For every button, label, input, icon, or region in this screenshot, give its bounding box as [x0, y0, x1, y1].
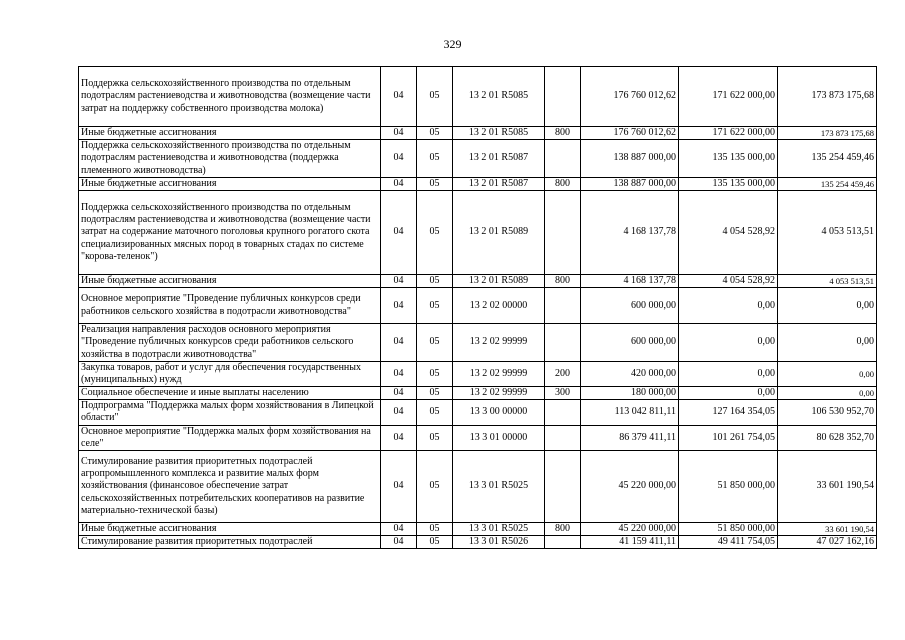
row-name-cell: Основное мероприятие "Поддержка малых форм хозяйствования на селе" — [79, 425, 381, 450]
row-subsection-cell: 05 — [417, 274, 453, 287]
row-amount-1-cell: 180 000,00 — [581, 387, 679, 400]
row-expense-type-cell: 800 — [545, 127, 581, 140]
row-expense-type-cell: 800 — [545, 177, 581, 190]
row-amount-1-cell: 600 000,00 — [581, 324, 679, 362]
row-amount-3-cell: 0,00 — [778, 324, 877, 362]
row-section-cell: 04 — [381, 400, 417, 425]
row-section-cell: 04 — [381, 177, 417, 190]
row-amount-3-cell: 173 873 175,68 — [778, 127, 877, 140]
row-amount-1-cell: 45 220 000,00 — [581, 451, 679, 523]
row-amount-3-cell: 0,00 — [778, 387, 877, 400]
row-section-cell: 04 — [381, 274, 417, 287]
row-amount-1-cell: 600 000,00 — [581, 288, 679, 324]
row-expense-type-cell — [545, 536, 581, 549]
row-amount-3-cell: 0,00 — [778, 361, 877, 386]
row-amount-1-cell: 420 000,00 — [581, 361, 679, 386]
row-target-article-cell: 13 2 02 99999 — [453, 361, 545, 386]
row-expense-type-cell — [545, 324, 581, 362]
row-amount-1-cell: 138 887 000,00 — [581, 140, 679, 178]
row-section-cell: 04 — [381, 324, 417, 362]
table-row — [79, 523, 877, 536]
row-amount-1-cell: 4 168 137,78 — [581, 190, 679, 274]
row-name-cell: Поддержка сельскохозяйственного производства по отдельным подотраслям растениеводства и животноводства (возмещение части затрат на содержание маточного поголовья крупного рогатого скота специализированных мясных пород в товарных стадах по системе "корова-теленок") — [79, 190, 381, 274]
row-amount-2-cell: 49 411 754,05 — [679, 536, 778, 549]
table-row — [79, 536, 877, 549]
row-name-cell: Иные бюджетные ассигнования — [79, 523, 381, 536]
row-name-cell: Иные бюджетные ассигнования — [79, 274, 381, 287]
row-name-cell: Социальное обеспечение и иные выплаты населению — [79, 387, 381, 400]
row-section-cell: 04 — [381, 288, 417, 324]
row-subsection-cell: 05 — [417, 400, 453, 425]
row-target-article-cell: 13 2 01 R5087 — [453, 140, 545, 178]
row-target-article-cell: 13 3 01 00000 — [453, 425, 545, 450]
row-subsection-cell: 05 — [417, 67, 453, 127]
row-amount-2-cell: 135 135 000,00 — [679, 140, 778, 178]
row-amount-2-cell: 127 164 354,05 — [679, 400, 778, 425]
row-amount-1-cell: 113 042 811,11 — [581, 400, 679, 425]
row-amount-1-cell: 86 379 411,11 — [581, 425, 679, 450]
page-number: 329 — [443, 37, 462, 51]
row-amount-2-cell: 0,00 — [679, 387, 778, 400]
row-amount-2-cell: 171 622 000,00 — [679, 127, 778, 140]
row-amount-2-cell: 101 261 754,05 — [679, 425, 778, 450]
row-expense-type-cell: 300 — [545, 387, 581, 400]
row-subsection-cell: 05 — [417, 523, 453, 536]
row-expense-type-cell: 800 — [545, 274, 581, 287]
row-amount-3-cell: 33 601 190,54 — [778, 451, 877, 523]
row-section-cell: 04 — [381, 387, 417, 400]
row-amount-1-cell: 176 760 012,62 — [581, 127, 679, 140]
row-amount-2-cell: 4 054 528,92 — [679, 274, 778, 287]
table-row — [79, 324, 877, 362]
row-amount-3-cell: 135 254 459,46 — [778, 140, 877, 178]
row-target-article-cell: 13 2 02 00000 — [453, 288, 545, 324]
table-row — [79, 361, 877, 386]
row-target-article-cell: 13 3 01 R5026 — [453, 536, 545, 549]
row-subsection-cell: 05 — [417, 451, 453, 523]
row-amount-3-cell: 135 254 459,46 — [778, 177, 877, 190]
budget-table — [78, 66, 877, 549]
row-target-article-cell: 13 2 01 R5087 — [453, 177, 545, 190]
row-subsection-cell: 05 — [417, 140, 453, 178]
row-amount-3-cell: 0,00 — [778, 288, 877, 324]
row-target-article-cell: 13 2 01 R5085 — [453, 127, 545, 140]
row-section-cell: 04 — [381, 127, 417, 140]
row-target-article-cell: 13 3 01 R5025 — [453, 451, 545, 523]
row-section-cell: 04 — [381, 361, 417, 386]
row-subsection-cell: 05 — [417, 288, 453, 324]
row-subsection-cell: 05 — [417, 361, 453, 386]
row-subsection-cell: 05 — [417, 324, 453, 362]
row-amount-1-cell: 138 887 000,00 — [581, 177, 679, 190]
row-name-cell: Закупка товаров, работ и услуг для обеспечения государственных (муниципальных) нужд — [79, 361, 381, 386]
row-subsection-cell: 05 — [417, 387, 453, 400]
row-target-article-cell: 13 2 01 R5089 — [453, 274, 545, 287]
row-name-cell: Иные бюджетные ассигнования — [79, 177, 381, 190]
row-amount-1-cell: 176 760 012,62 — [581, 67, 679, 127]
row-expense-type-cell — [545, 451, 581, 523]
row-subsection-cell: 05 — [417, 190, 453, 274]
table-row — [79, 400, 877, 425]
row-expense-type-cell — [545, 288, 581, 324]
table-row — [79, 140, 877, 178]
table-row — [79, 67, 877, 127]
row-name-cell: Подпрограмма "Поддержка малых форм хозяйствования в Липецкой области" — [79, 400, 381, 425]
table-row — [79, 190, 877, 274]
row-amount-3-cell: 33 601 190,54 — [778, 523, 877, 536]
row-name-cell: Поддержка сельскохозяйственного производства по отдельным подотраслям растениеводства и животноводства (возмещение части затрат на поддержку собственного производства молока) — [79, 67, 381, 127]
row-target-article-cell: 13 2 01 R5085 — [453, 67, 545, 127]
row-section-cell: 04 — [381, 140, 417, 178]
row-expense-type-cell: 800 — [545, 523, 581, 536]
row-amount-3-cell: 47 027 162,16 — [778, 536, 877, 549]
table-row — [79, 451, 877, 523]
row-name-cell: Стимулирование развития приоритетных подотраслей — [79, 536, 381, 549]
table-body — [79, 67, 877, 549]
row-amount-3-cell: 4 053 513,51 — [778, 190, 877, 274]
row-expense-type-cell — [545, 425, 581, 450]
row-name-cell: Основное мероприятие "Проведение публичных конкурсов среди работников сельского хозяйства в подотрасли животноводства" — [79, 288, 381, 324]
row-amount-2-cell: 4 054 528,92 — [679, 190, 778, 274]
row-amount-3-cell: 106 530 952,70 — [778, 400, 877, 425]
row-expense-type-cell — [545, 190, 581, 274]
row-target-article-cell: 13 2 02 99999 — [453, 387, 545, 400]
table-row — [79, 288, 877, 324]
row-expense-type-cell: 200 — [545, 361, 581, 386]
row-section-cell: 04 — [381, 523, 417, 536]
row-section-cell: 04 — [381, 67, 417, 127]
row-subsection-cell: 05 — [417, 425, 453, 450]
table-row — [79, 177, 877, 190]
row-amount-1-cell: 41 159 411,11 — [581, 536, 679, 549]
row-amount-2-cell: 0,00 — [679, 361, 778, 386]
row-name-cell: Иные бюджетные ассигнования — [79, 127, 381, 140]
row-amount-2-cell: 171 622 000,00 — [679, 67, 778, 127]
row-amount-3-cell: 173 873 175,68 — [778, 67, 877, 127]
row-amount-2-cell: 0,00 — [679, 288, 778, 324]
row-target-article-cell: 13 2 02 99999 — [453, 324, 545, 362]
row-section-cell: 04 — [381, 536, 417, 549]
row-amount-1-cell: 45 220 000,00 — [581, 523, 679, 536]
row-target-article-cell: 13 3 01 R5025 — [453, 523, 545, 536]
table-row — [79, 127, 877, 140]
row-expense-type-cell — [545, 140, 581, 178]
table-row — [79, 387, 877, 400]
table-row — [79, 274, 877, 287]
table-row — [79, 425, 877, 450]
row-section-cell: 04 — [381, 451, 417, 523]
row-name-cell: Стимулирование развития приоритетных подотраслей агропромышленного комплекса и развитие малых форм хозяйствования (финансовое обеспечение затрат сельскохозяйственных потребительских кооперативов на развитие материально-технической базы) — [79, 451, 381, 523]
row-expense-type-cell — [545, 67, 581, 127]
row-amount-2-cell: 135 135 000,00 — [679, 177, 778, 190]
row-amount-3-cell: 4 053 513,51 — [778, 274, 877, 287]
row-name-cell: Поддержка сельскохозяйственного производства по отдельным подотраслям растениеводства и животноводства (поддержка племенного животноводства) — [79, 140, 381, 178]
row-amount-1-cell: 4 168 137,78 — [581, 274, 679, 287]
row-section-cell: 04 — [381, 190, 417, 274]
row-subsection-cell: 05 — [417, 127, 453, 140]
row-subsection-cell: 05 — [417, 177, 453, 190]
row-target-article-cell: 13 2 01 R5089 — [453, 190, 545, 274]
row-amount-3-cell: 80 628 352,70 — [778, 425, 877, 450]
row-section-cell: 04 — [381, 425, 417, 450]
row-amount-2-cell: 51 850 000,00 — [679, 523, 778, 536]
row-name-cell: Реализация направления расходов основного мероприятия "Проведение публичных конкурсов среди работников сельского хозяйства в подотрасли животноводства" — [79, 324, 381, 362]
row-expense-type-cell — [545, 400, 581, 425]
row-amount-2-cell: 51 850 000,00 — [679, 451, 778, 523]
row-amount-2-cell: 0,00 — [679, 324, 778, 362]
row-target-article-cell: 13 3 00 00000 — [453, 400, 545, 425]
row-subsection-cell: 05 — [417, 536, 453, 549]
